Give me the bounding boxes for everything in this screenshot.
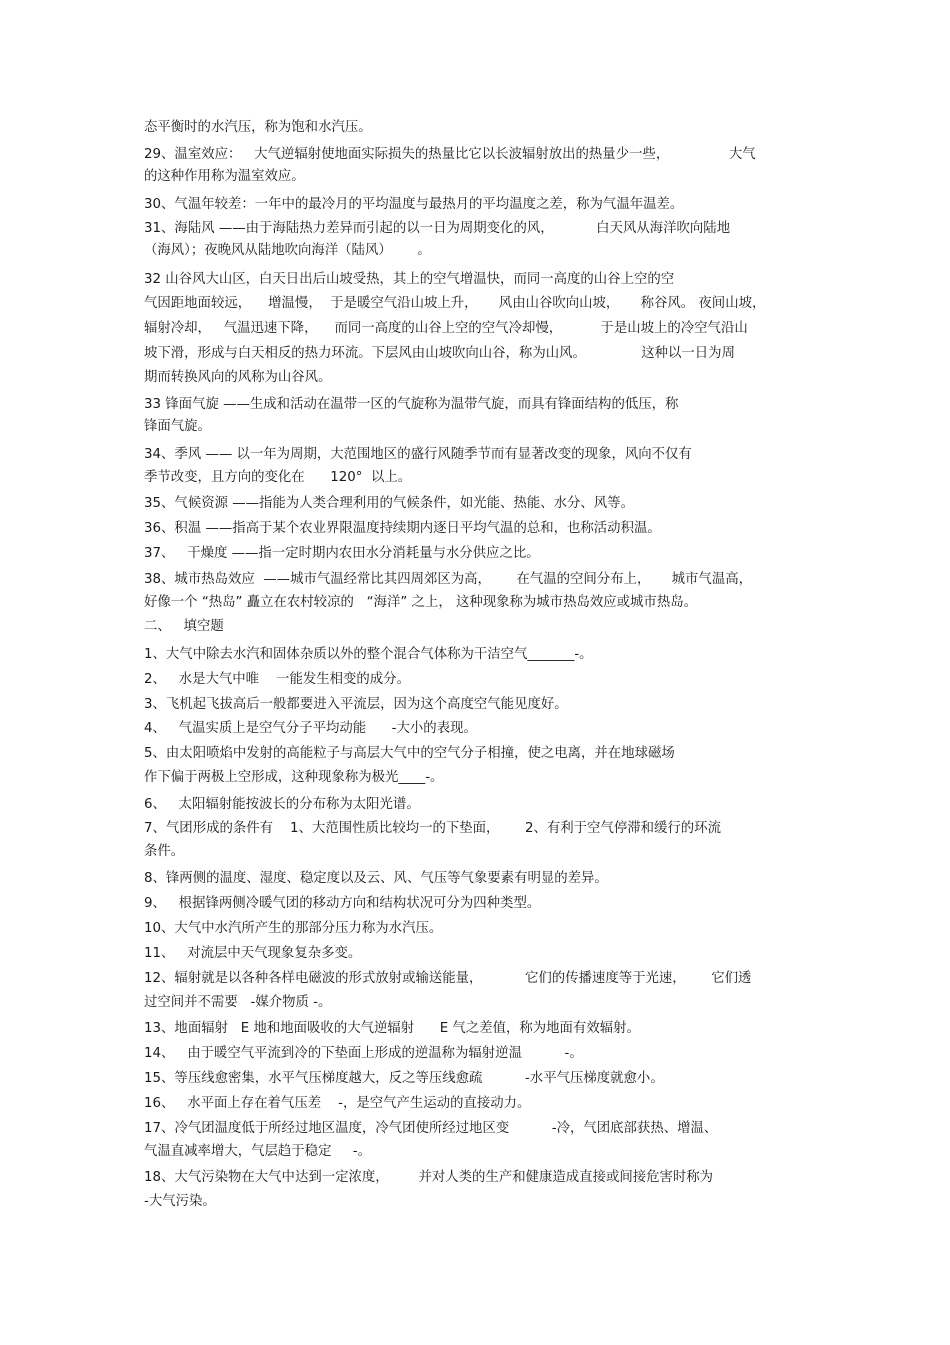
text-line: 辐射冷却， 气温迅速下降， 而同一高度的山谷上空的空气冷却慢， 于是山坡上的冷空气沿山 — [144, 321, 748, 336]
text-line: 29、温室效应： 大气逆辐射使地面实际损失的热量比它以长波辐射放出的热量少一些， 大气 — [144, 147, 756, 162]
text-line: 8、锋两侧的温度、湿度、稳定度以及云、风、气压等气象要素有明显的差异。 — [144, 871, 608, 886]
text-line: 作下偏于两极上空形成，这种现象称为极光____-。 — [144, 770, 444, 785]
text-line: 坡下滑，形成与白天相反的热力环流。下层风由山坡吹向山谷，称为山风。 这种以一日为周 — [144, 346, 735, 361]
text-line: 37、 干燥度 ——指一定时期内农田水分消耗量与水分供应之比。 — [144, 546, 540, 561]
text-line: 18、大气污染物在大气中达到一定浓度， 并对人类的生产和健康造成直接或间接危害时称为 — [144, 1170, 714, 1185]
text-line: 12、辐射就是以各种各样电磁波的形式放射或输送能量， 它们的传播速度等于光速， 它们透 — [144, 971, 752, 986]
text-line: 4、 气温实质上是空气分子平均动能 -大小的表现。 — [144, 721, 477, 736]
text-line: 34、季风 —— 以一年为周期，大范围地区的盛行风随季节而有显著改变的现象，风向不仅有 — [144, 447, 692, 462]
text-line: 季节改变，且方向的变化在 120° 以上。 — [144, 470, 412, 485]
text-line: 30、气温年较差：一年中的最冷月的平均温度与最热月的平均温度之差，称为气温年温差。 — [144, 197, 684, 212]
text-line: 5、由太阳喷焰中发射的高能粒子与高层大气中的空气分子相撞，使之电离，并在地球磁场 — [144, 746, 675, 761]
text-line: 31、海陆风 ——由于海陆热力差异而引起的以一日为周期变化的风， 白天风从海洋吹向陆地 — [144, 221, 731, 236]
text-line: 条件。 — [144, 844, 185, 859]
text-line: 36、积温 ——指高于某个农业界限温度持续期内逐日平均气温的总和，也称活动积温。 — [144, 521, 661, 536]
text-line: 气温直减率增大，气层趋于稳定 -。 — [144, 1144, 371, 1159]
text-line: 32 山谷风大山区，白天日出后山坡受热，其上的空气增温快，而同一高度的山谷上空的空 — [144, 272, 675, 287]
text-line: 15、等压线愈密集，水平气压梯度越大，反之等压线愈疏 -水平气压梯度就愈小。 — [144, 1071, 664, 1086]
text-line: 气因距地面较远， 增温慢， 于是暖空气沿山坡上升， 风由山谷吹向山坡， 称谷风。 夜间山坡， — [144, 296, 766, 311]
text-line: 的这种作用称为温室效应。 — [144, 169, 305, 184]
text-line: 35、气候资源 ——指能为人类合理利用的气候条件，如光能、热能、水分、风等。 — [144, 496, 634, 511]
text-line: 16、 水平面上存在着气压差 -，是空气产生运动的直接动力。 — [144, 1096, 531, 1111]
text-line: 期而转换风向的风称为山谷风。 — [144, 370, 332, 385]
text-line: 9、 根据锋两侧冷暖气团的移动方向和结构状况可分为四种类型。 — [144, 896, 541, 911]
text-line: 6、 太阳辐射能按波长的分布称为太阳光谱。 — [144, 797, 420, 812]
text-line: 11、 对流层中天气现象复杂多变。 — [144, 946, 362, 961]
text-line: -大气污染。 — [144, 1194, 216, 1209]
text-line: 2、 水是大气中唯 一能发生相变的成分。 — [144, 672, 410, 687]
section-heading: 二、 填空题 — [144, 619, 224, 634]
text-line: 7、气团形成的条件有 1、大范围性质比较均一的下垫面， 2、有利于空气停滞和缓行的环流 — [144, 821, 721, 836]
text-line: 1、大气中除去水汽和固体杂质以外的整个混合气体称为干洁空气_______-。 — [144, 647, 593, 662]
text-line: 38、城市热岛效应 ——城市气温经常比其四周郊区为高， 在气温的空间分布上， 城市气温高， — [144, 572, 752, 587]
text-line: 33 锋面气旋 ——生成和活动在温带一区的气旋称为温带气旋，而具有锋面结构的低压，称 — [144, 397, 679, 412]
text-line: 13、地面辐射 E 地和地面吸收的大气逆辐射 E 气之差值，称为地面有效辐射。 — [144, 1021, 640, 1036]
text-line: （海风）；夜晚风从陆地吹向海洋（陆风） 。 — [144, 243, 431, 258]
text-line: 10、大气中水汽所产生的那部分压力称为水汽压。 — [144, 921, 443, 936]
text-line: 17、冷气团温度低于所经过地区温度，冷气团使所经过地区变 -冷，气团底部获热、增温、 — [144, 1121, 718, 1136]
text-line: 锋面气旋。 — [144, 419, 211, 434]
text-line: 好像一个 “热岛” 矗立在农村较凉的 “海洋” 之上， 这种现象称为城市热岛效应或城市热岛。 — [144, 595, 697, 610]
text-line: 3、飞机起飞拔高后一般都要进入平流层，因为这个高度空气能见度好。 — [144, 697, 568, 712]
text-line: 过空间并不需要 -媒介物质 -。 — [144, 995, 332, 1010]
text-line: 14、 由于暖空气平流到冷的下垫面上形成的逆温称为辐射逆温 -。 — [144, 1046, 583, 1061]
text-line: 态平衡时的水汽压，称为饱和水汽压。 — [144, 120, 372, 135]
